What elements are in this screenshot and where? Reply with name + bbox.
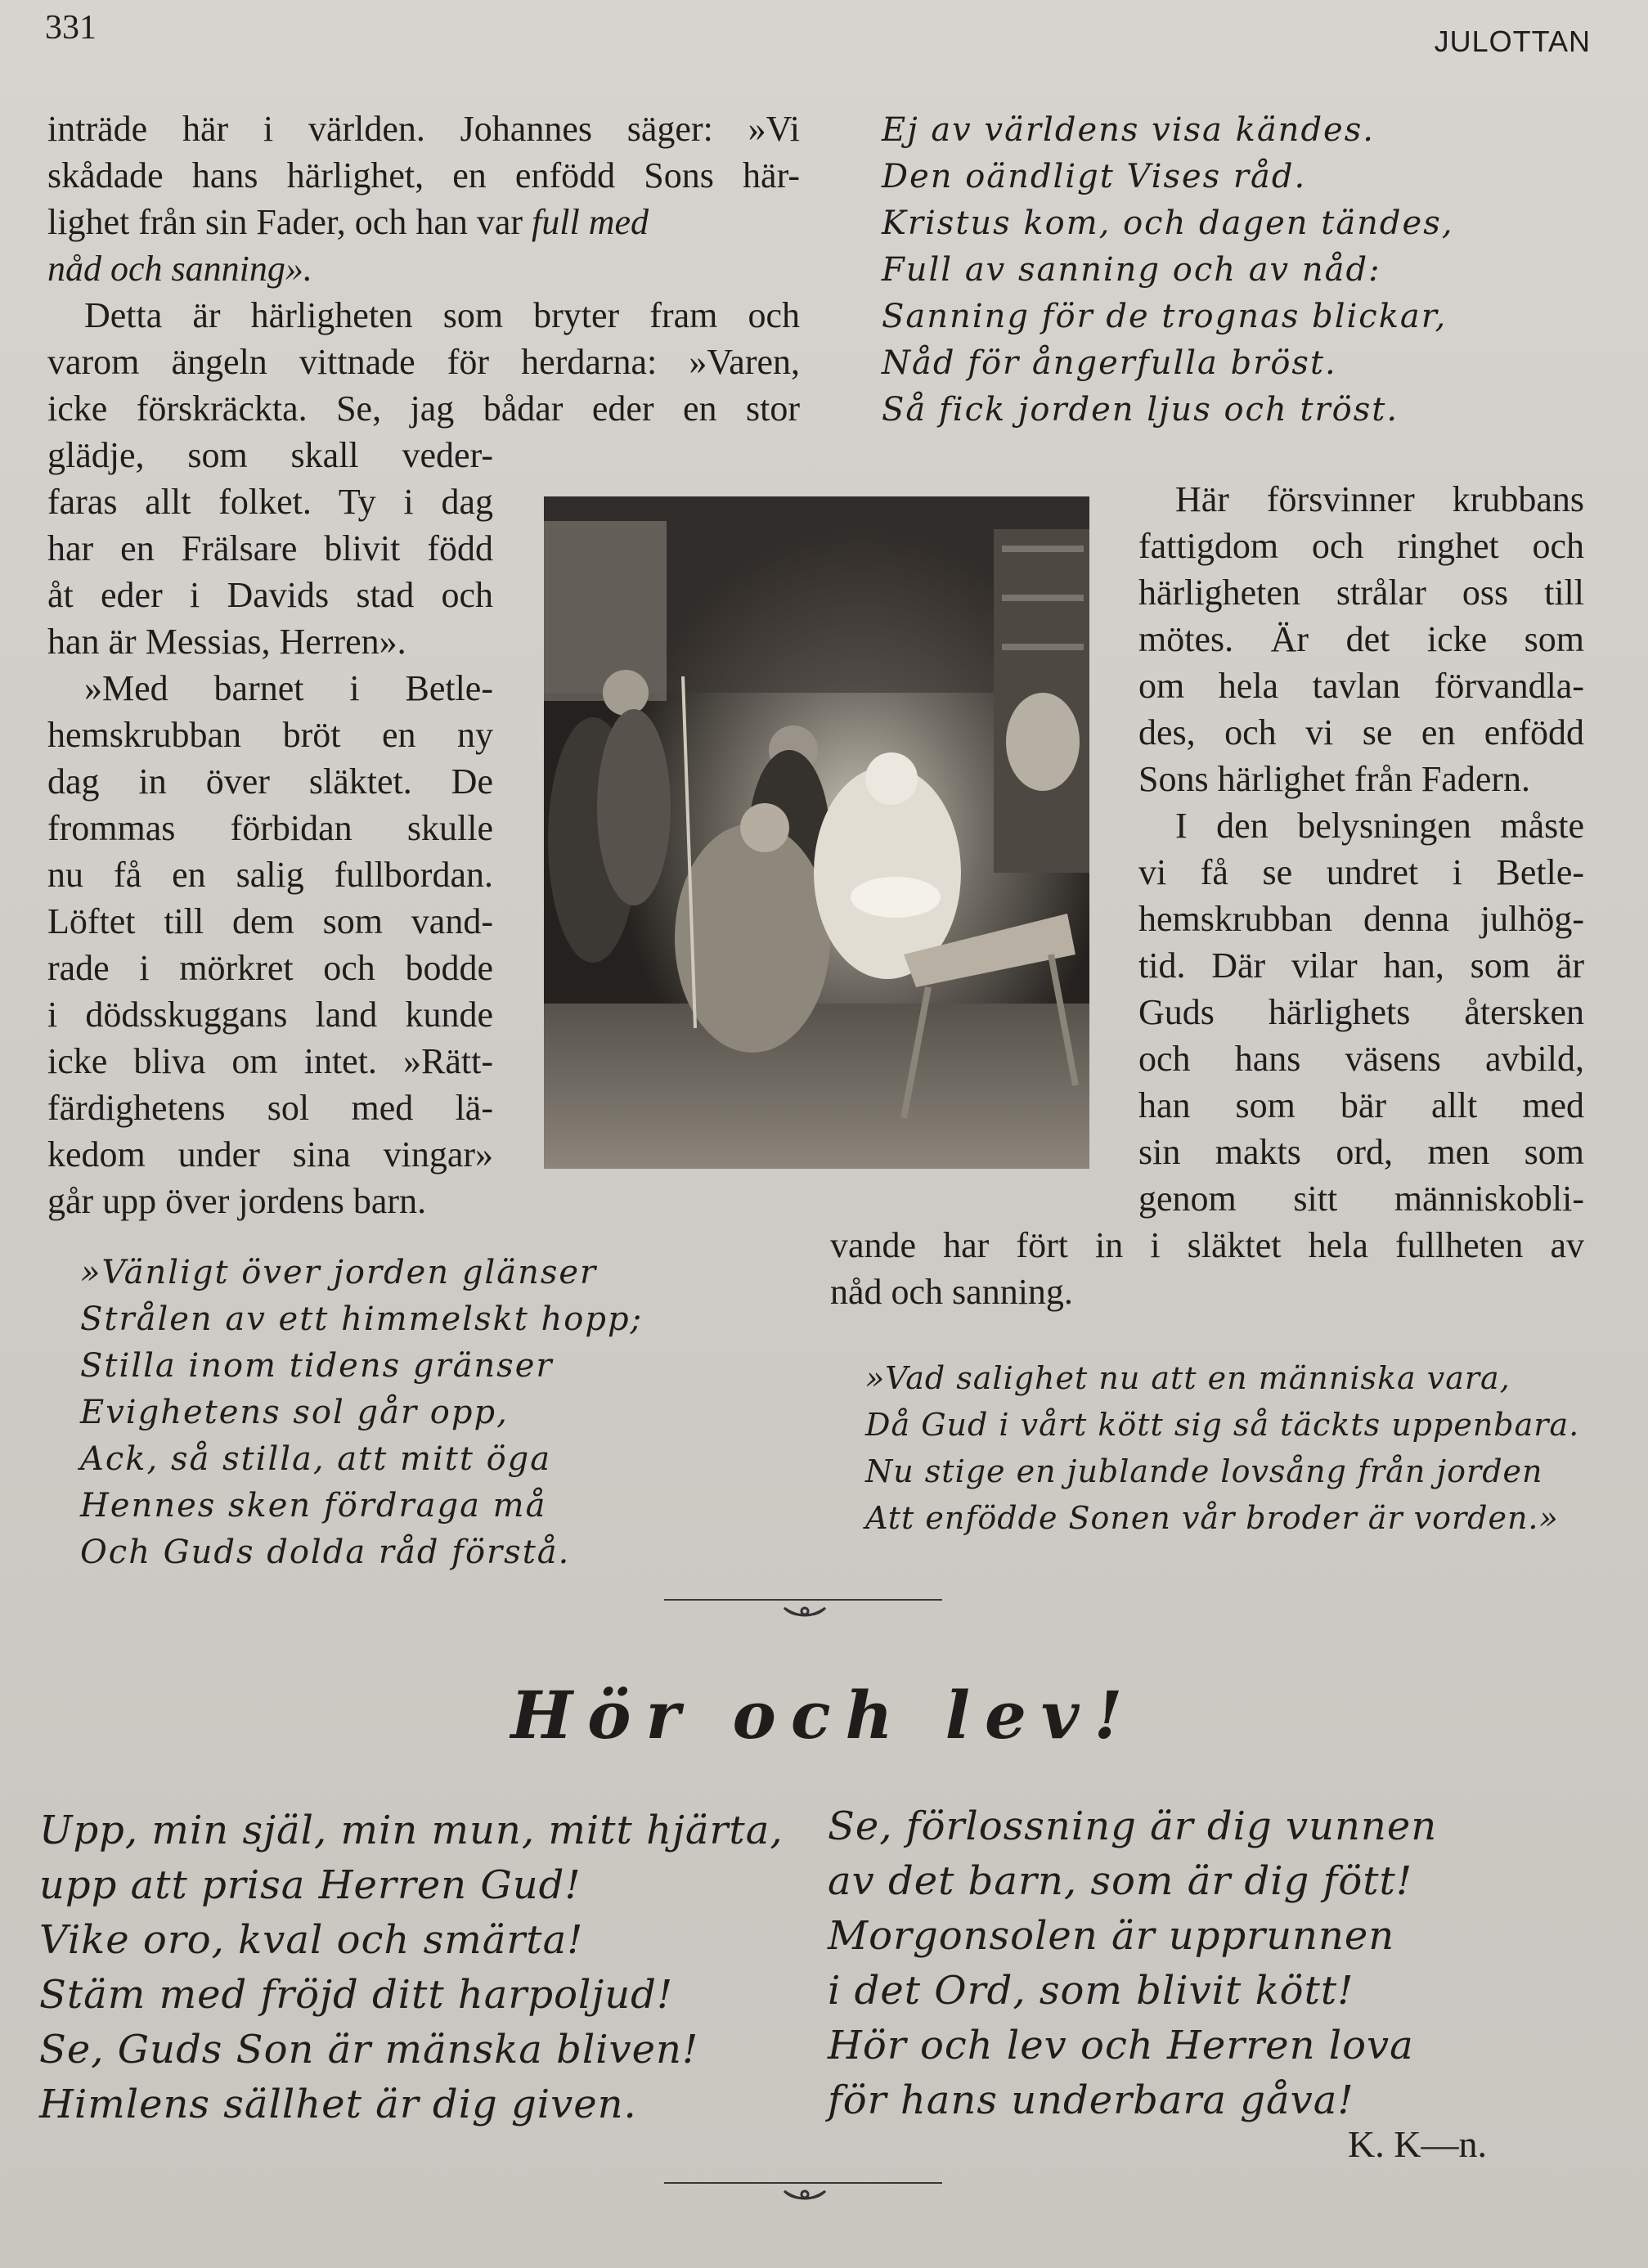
hymn-line: Vike oro, kval och smärta! (39, 1917, 584, 1963)
text-line: och hans väsens avbild, (1138, 1039, 1584, 1079)
poem-line: Evighetens sol går opp, (80, 1394, 509, 1431)
poem-line: Ej av världens visa kändes. (882, 111, 1375, 149)
text-line: färdighetens sol med lä- (47, 1088, 493, 1128)
poem-line: »Vänligt över jorden glänser (80, 1254, 598, 1291)
section-title: Hör och lev! (510, 1677, 1138, 1754)
text-line: Här försvinner krubbans (1175, 479, 1584, 519)
nativity-scene-image (544, 496, 1089, 1169)
hymn-line: i det Ord, som blivit kött! (828, 1968, 1354, 2014)
text-line: I den belysningen måste (1175, 806, 1584, 846)
poem-line: Då Gud i vårt kött sig så täckts uppenbara. (865, 1407, 1580, 1443)
hymn-line: av det barn, som är dig fött! (828, 1858, 1413, 1904)
text-line: glädje, som skall veder- (47, 435, 493, 475)
text-line: kedom under sina vingar» (47, 1134, 493, 1174)
text-line: tid. Där vilar han, som är (1138, 945, 1584, 986)
author-signature: K. K—n. (1348, 2123, 1487, 2165)
text-line: har en Frälsare blivit född (47, 528, 493, 568)
poem-line: Att enfödde Sonen vår broder är vorden.» (865, 1500, 1559, 1536)
text-line: dag in över släktet. De (47, 761, 493, 802)
poem-line: Nåd för ångerfulla bröst. (882, 344, 1337, 382)
poem-line: Nu stige en jublande lovsång från jorden (865, 1453, 1543, 1489)
text-line (47, 201, 800, 243)
hymn-line: Se, Guds Son är mänska bliven! (39, 2027, 699, 2073)
poem-line: Hennes sken fördraga må (80, 1487, 547, 1525)
text-line: faras allt folket. Ty i dag (47, 482, 493, 522)
divider-rule (664, 1599, 942, 1601)
text-line: han är Messias, Herren». (47, 622, 406, 662)
hymn-line: Stäm med fröjd ditt harpoljud! (39, 1972, 674, 2018)
text-line: skådade hans härlighet, en enfödd Sons här- (47, 155, 800, 195)
hymn-line: Morgonsolen är upprunnen (828, 1913, 1395, 1959)
poem-line: Strålen av ett himmelskt hopp; (80, 1300, 644, 1338)
text-line: Löftet till dem som vand- (47, 901, 493, 941)
text-line: vande har fört in i släktet hela fullheten av (830, 1225, 1584, 1265)
nativity-illustration (544, 496, 1089, 1169)
text-line: inträde här i världen. Johannes säger: »Vi (47, 109, 800, 149)
poem-line: Så fick jorden ljus och tröst. (882, 391, 1399, 429)
text-line: varom ängeln vittnade för herdarna: »Varen, (47, 342, 800, 382)
poem-line: Stilla inom tidens gränser (80, 1347, 554, 1385)
text-line: hemskrubban bröt en ny (47, 715, 493, 755)
poem-line: »Vad salighet nu att en människa vara, (865, 1360, 1511, 1396)
text-line: genom sitt människobli- (1138, 1179, 1584, 1219)
poem-line: Full av sanning och av nåd: (882, 251, 1381, 289)
hymn-line: upp att prisa Herren Gud! (39, 1862, 582, 1908)
poem-line: Ack, så stilla, att mitt öga (80, 1440, 552, 1478)
text-line: åt eder i Davids stad och (47, 575, 493, 615)
poem-line: Den oändligt Vises råd. (882, 158, 1307, 195)
text-line: går upp över jordens barn. (47, 1181, 427, 1221)
hymn-line: för hans underbara gåva! (828, 2077, 1354, 2123)
text-span: lighet från sin Fader, och han var (47, 202, 532, 242)
text-line: nu få en salig fullbordan. (47, 855, 493, 895)
hymn-line: Se, förlossning är dig vunnen (828, 1803, 1438, 1849)
divider-rule (664, 2182, 942, 2184)
text-line: vi få se undret i Betle- (1138, 852, 1584, 892)
text-line: fattigdom och ringhet och (1138, 526, 1584, 566)
ornament-scroll-icon (781, 1601, 828, 1624)
poem-line: Och Guds dolda råd förstå. (80, 1534, 571, 1571)
ornament-icon (781, 1601, 828, 1630)
text-line: nåd och sanning». (47, 249, 312, 289)
poem-line: Kristus kom, och dagen tändes, (882, 204, 1454, 242)
text-line: i dödsskuggans land kunde (47, 995, 493, 1035)
text-line: Detta är härligheten som bryter fram och (84, 295, 800, 335)
text-line: »Med barnet i Betle- (84, 668, 493, 708)
ornament-scroll-icon (781, 2185, 828, 2207)
hymn-line: Upp, min själ, min mun, mitt hjärta, (39, 1808, 784, 1853)
text-line: rade i mörkret och bodde (47, 948, 493, 988)
running-title: JULOTTAN (1434, 25, 1591, 58)
text-line: icke bliva om intet. »Rätt- (47, 1041, 493, 1081)
text-line: icke förskräckta. Se, jag bådar eder en stor (47, 388, 800, 429)
text-line: nåd och sanning. (830, 1272, 1073, 1312)
text-line: Guds härlighets återsken (1138, 992, 1584, 1032)
text-line: sin makts ord, men som (1138, 1132, 1584, 1172)
hymn-line: Himlens sällhet är dig given. (39, 2082, 637, 2127)
ornament-icon (781, 2185, 828, 2213)
text-line: mötes. Är det icke som (1138, 619, 1584, 659)
poem-line: Sanning för de trognas blickar, (882, 298, 1448, 335)
emphasis-text: full med (532, 202, 649, 242)
text-line: härligheten strålar oss till (1138, 573, 1584, 613)
page-number: 331 (45, 9, 97, 47)
text-line: om hela tavlan förvandla- (1138, 666, 1584, 706)
text-line: frommas förbidan skulle (47, 808, 493, 848)
text-line: des, och vi se en enfödd (1138, 712, 1584, 752)
text-line: hemskrubban denna julhög- (1138, 899, 1584, 939)
text-line: han som bär allt med (1138, 1085, 1584, 1125)
hymn-line: Hör och lev och Herren lova (828, 2023, 1414, 2068)
text-line: Sons härlighet från Fadern. (1138, 759, 1530, 799)
